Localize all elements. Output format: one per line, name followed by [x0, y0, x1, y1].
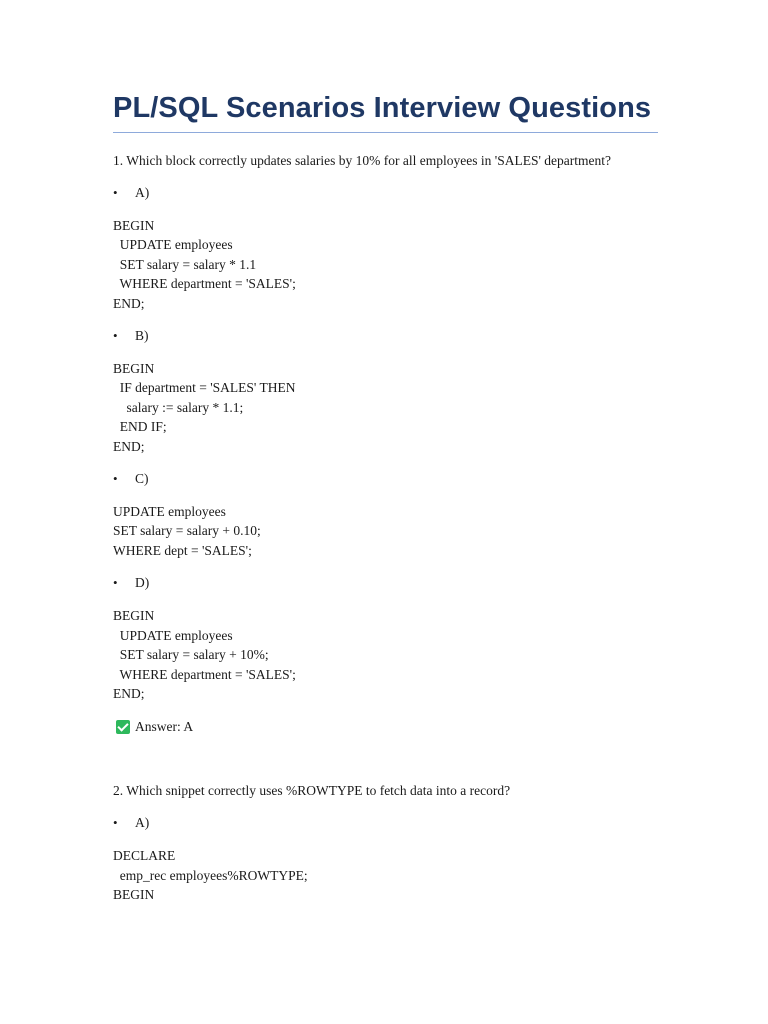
question-1: 1. Which block correctly updates salaries by 10% for all employees in 'SALES' department?	[113, 153, 611, 168]
option-2a	[113, 814, 658, 832]
bullet-icon: •	[113, 328, 118, 344]
option-1b	[113, 327, 658, 345]
answer-1	[113, 718, 658, 736]
option-label: A)	[135, 815, 150, 831]
option-1a	[113, 184, 658, 202]
option-label: B)	[135, 328, 149, 344]
option-label: D)	[135, 575, 150, 591]
code-block-1d: BEGIN UPDATE employees SET salary = salary + 10%; WHERE department = 'SALES'; END;	[113, 608, 296, 701]
page-title: PL/SQL Scenarios Interview Questions	[113, 92, 658, 133]
code-block-1a: BEGIN UPDATE employees SET salary = salary * 1.1 WHERE department = 'SALES'; END;	[113, 218, 296, 311]
code-block-1c: UPDATE employees SET salary = salary + 0.10; WHERE dept = 'SALES';	[113, 504, 261, 558]
option-1d	[113, 574, 658, 592]
option-1c	[113, 470, 658, 488]
document-page	[113, 92, 658, 905]
bullet-icon: •	[113, 815, 118, 831]
code-block-2a: DECLARE emp_rec employees%ROWTYPE; BEGIN	[113, 848, 308, 903]
code-block-1b: BEGIN IF department = 'SALES' THEN salary := salary * 1.1; END IF; END;	[113, 361, 296, 454]
check-mark-icon	[116, 720, 130, 734]
bullet-icon: •	[113, 185, 118, 200]
question-2: 2. Which snippet correctly uses %ROWTYPE to fetch data into a record?	[113, 783, 511, 799]
answer-text: Answer: A	[135, 719, 194, 735]
option-label: C)	[135, 471, 149, 487]
bullet-icon: •	[113, 575, 118, 591]
option-label: A)	[135, 185, 150, 200]
bullet-icon: •	[113, 471, 118, 487]
